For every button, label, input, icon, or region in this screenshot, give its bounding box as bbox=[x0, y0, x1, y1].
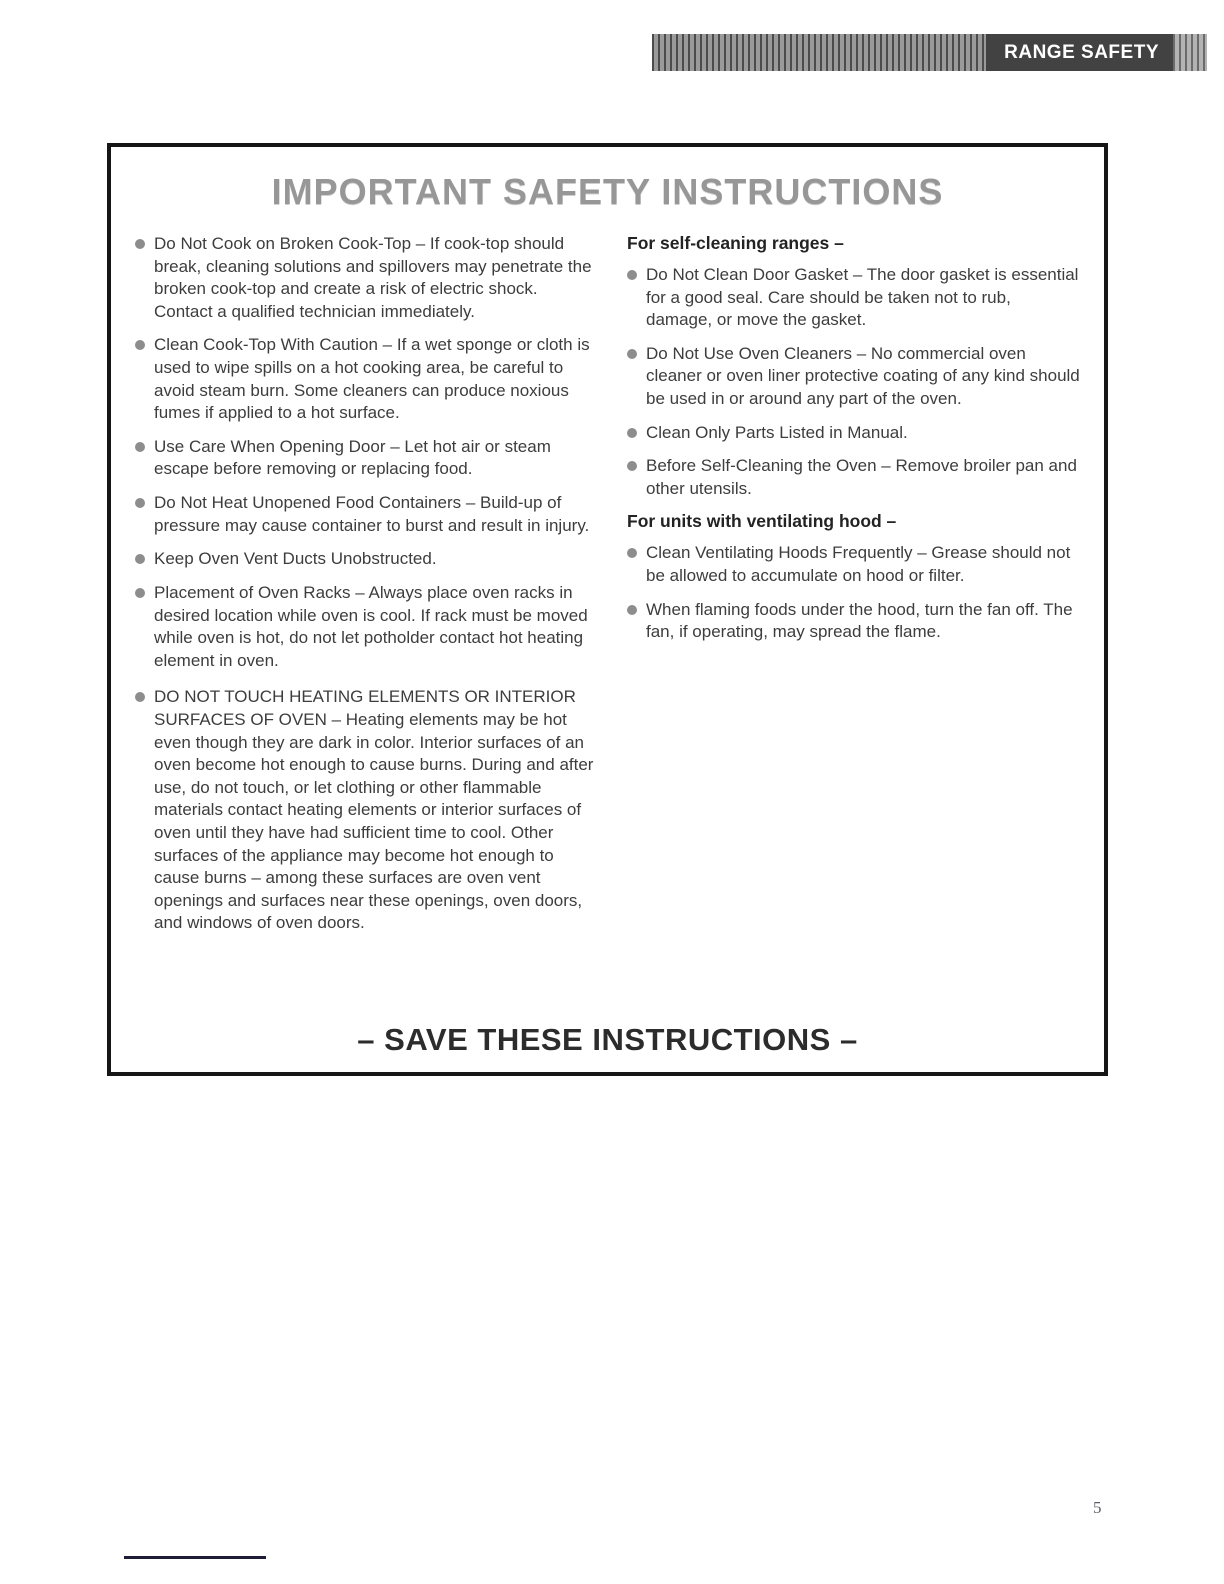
bullet-icon bbox=[135, 239, 145, 249]
list-item bbox=[135, 334, 597, 424]
list-item bbox=[135, 492, 597, 537]
list-item bbox=[627, 542, 1080, 587]
list-item bbox=[627, 599, 1080, 644]
safety-instructions-box bbox=[107, 143, 1108, 1076]
section-bullet-list bbox=[627, 264, 1080, 500]
left-column bbox=[135, 233, 597, 946]
bullet-text: Keep Oven Vent Ducts Unobstructed. bbox=[154, 549, 437, 569]
bullet-icon bbox=[135, 554, 145, 564]
list-item bbox=[135, 548, 597, 571]
section-bullet-list bbox=[627, 542, 1080, 643]
section-self-cleaning-ranges bbox=[627, 233, 1080, 500]
bullet-icon bbox=[627, 605, 637, 615]
banner-stripes-tail bbox=[1173, 34, 1207, 71]
bullet-text: Clean Cook-Top With Caution – If a wet sponge or cloth is used to wipe spills on a hot cooking area, be careful to avoid steam burn. Some cleaners can produce noxious fumes if applied to a hot surface. bbox=[154, 335, 590, 423]
bullet-text: Before Self-Cleaning the Oven – Remove broiler pan and other utensils. bbox=[646, 456, 1077, 498]
bullet-text: Clean Ventilating Hoods Frequently – Grease should not be allowed to accumulate on hood or filter. bbox=[646, 543, 1071, 586]
bullet-icon bbox=[627, 548, 637, 558]
bullet-icon bbox=[135, 692, 145, 702]
bullet-icon bbox=[135, 442, 145, 452]
bullet-icon bbox=[627, 428, 637, 438]
bullet-text: Do Not Clean Door Gasket – The door gasket is essential for a good seal. Care should be taken not to rub, damage, or move the gasket. bbox=[646, 265, 1079, 330]
list-item bbox=[627, 343, 1080, 411]
list-item bbox=[135, 233, 597, 323]
section-heading: For units with ventilating hood – bbox=[627, 511, 897, 532]
bullet-icon bbox=[135, 588, 145, 598]
right-column bbox=[627, 233, 1080, 946]
list-item bbox=[135, 686, 597, 935]
bullet-text: Do Not Use Oven Cleaners – No commercial oven cleaner or oven liner protective coating of any kind should be used in or around any part of the oven. bbox=[646, 343, 1080, 409]
list-item bbox=[627, 422, 1080, 445]
page-number: 5 bbox=[1093, 1498, 1102, 1517]
banner-stripes bbox=[652, 34, 986, 71]
list-item bbox=[135, 582, 597, 672]
bullet-text: Do Not Cook on Broken Cook-Top – If cook-top should break, cleaning solutions and spillovers may penetrate the broken cook-top and create a risk of electric shock. Contact a qualified technician immediately. bbox=[154, 234, 592, 321]
list-item bbox=[627, 455, 1080, 500]
bottom-left-rule bbox=[124, 1556, 266, 1559]
range-safety-banner bbox=[652, 34, 1207, 71]
bullet-icon bbox=[627, 349, 637, 359]
list-item bbox=[627, 264, 1080, 332]
bullet-text: When flaming foods under the hood, turn the fan off. The fan, if operating, may spread the flame. bbox=[646, 599, 1073, 642]
section-heading: For self-cleaning ranges – bbox=[627, 233, 844, 253]
banner-title: RANGE SAFETY bbox=[986, 34, 1173, 71]
bullet-icon bbox=[627, 461, 637, 471]
section-ventilating-hood bbox=[627, 511, 1080, 643]
bullet-text: Clean Only Parts Listed in Manual. bbox=[646, 422, 908, 442]
page-title: IMPORTANT SAFETY INSTRUCTIONS bbox=[271, 171, 944, 212]
bullet-text: Placement of Oven Racks – Always place oven racks in desired location while oven is cool. If rack must be moved while oven is hot, do not let potholder contact hot heating element in oven. bbox=[154, 582, 588, 670]
bullet-icon bbox=[135, 340, 145, 350]
bullet-text: Use Care When Opening Door – Let hot air or steam escape before removing or replacing food. bbox=[154, 436, 551, 479]
bullet-text: DO NOT TOUCH HEATING ELEMENTS OR INTERIOR SURFACES OF OVEN – Heating elements may be hot even though they are dark in color. Interior surfaces of an oven become hot enough to cause burns. During and after use, do not touch, or let clothing or other flammable materials contact heating elements or interior surfaces of oven until they have had sufficient time to cool. Other surfaces of the appliance may become hot enough to cause burns – among these surfaces are oven vent openings and surfaces near these openings, oven doors, and windows of oven doors. bbox=[154, 687, 594, 933]
bullet-icon bbox=[135, 498, 145, 508]
two-column-layout bbox=[111, 213, 1104, 946]
save-instructions-footer: – SAVE THESE INSTRUCTIONS – bbox=[357, 1022, 858, 1057]
bullet-text: Do Not Heat Unopened Food Containers – Build-up of pressure may cause container to burst and result in injury. bbox=[154, 493, 590, 535]
bullet-icon bbox=[627, 270, 637, 280]
list-item bbox=[135, 436, 597, 481]
